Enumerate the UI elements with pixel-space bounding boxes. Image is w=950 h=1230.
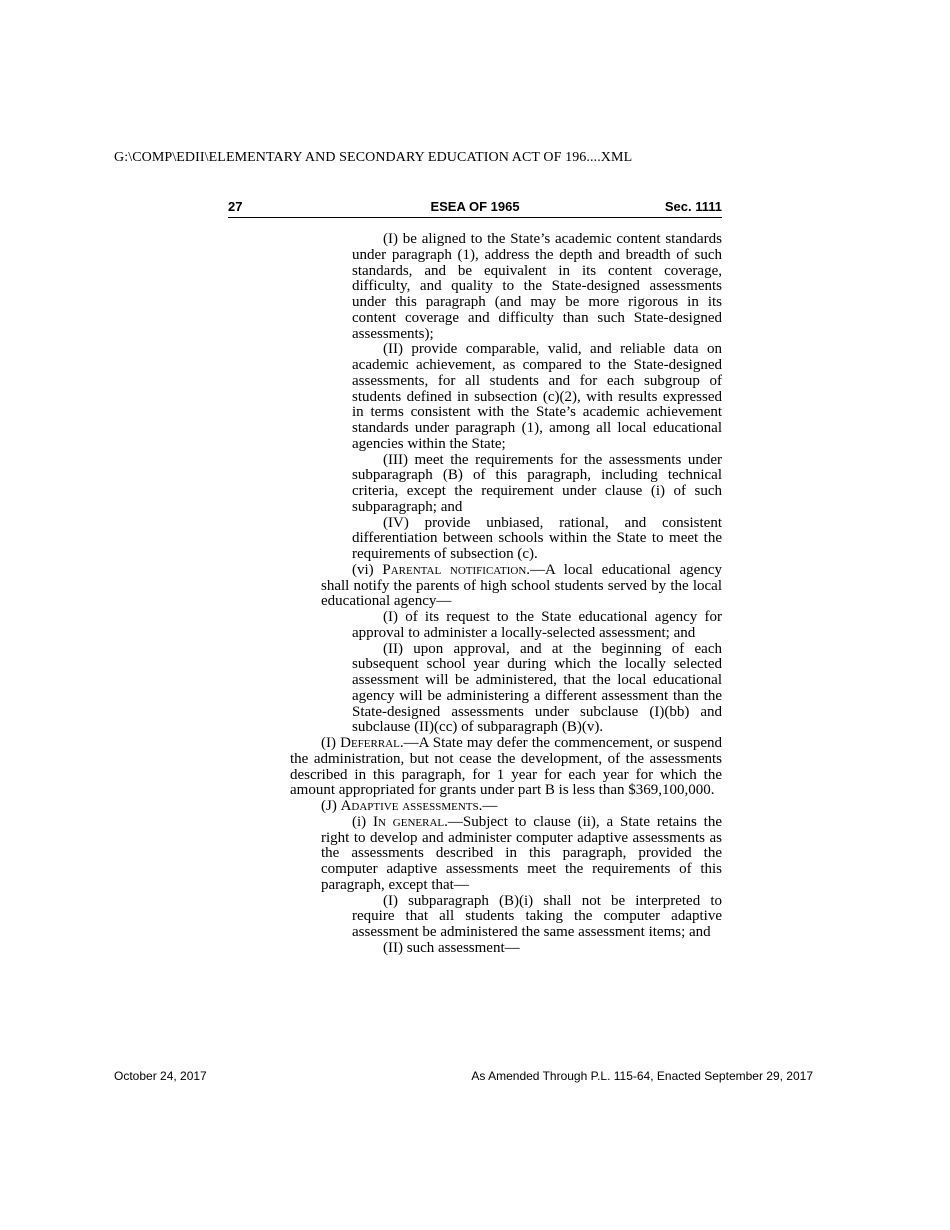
running-head xyxy=(228,197,722,218)
subparagraph-number: (I) xyxy=(321,735,341,751)
paragraph-deferral xyxy=(290,736,722,799)
paragraph-adaptive-assessments xyxy=(290,799,722,815)
section-label: Sec. 1111 xyxy=(664,199,722,214)
clause-text: .—Subject to clause (ii), a State retains the right to develop and administer computer adaptive assessments as the assessments described in this paragraph, provided the computer adaptive assessments meet the requirements of this paragraph, except that— xyxy=(321,813,723,893)
clause-number: (i) xyxy=(352,813,374,830)
paragraph-adaptive-I: (I) subparagraph (B)(i) shall not be interpreted to require that all students taking the computer adaptive assessment be administered the same assessment items; and xyxy=(352,892,722,940)
clause-number: (vi) xyxy=(352,561,383,578)
subparagraph-text: .—A State may defer the commencement, or suspend the administration, but not cease the development, of the assessments described in this paragraph, for 1 year for each year for which the amount appropriated for grants under part B is less than $369,100,000. xyxy=(290,735,722,799)
subparagraph-heading: Deferral xyxy=(340,735,400,751)
footer-amended-note: As Amended Through P.L. 115-64, Enacted September 29, 2017 xyxy=(471,1069,813,1083)
clause-text: .—A local educational agency shall notify the parents of high school students served by the local educational agency— xyxy=(321,561,722,610)
file-path: G:\COMP\EDII\ELEMENTARY AND SECONDARY EDUCATION ACT OF 196....XML xyxy=(114,150,633,165)
clause-heading: In general xyxy=(373,813,445,830)
subparagraph-heading: Adaptive assessments xyxy=(340,798,479,814)
paragraph-subclause-IV: (IV) provide unbiased, rational, and consistent differentiation between schools within the State to meet the requirements of subsection (c). xyxy=(352,514,722,562)
subparagraph-text: .— xyxy=(478,798,498,814)
paragraph-parental-notification xyxy=(321,563,722,610)
paragraph-in-general xyxy=(321,815,722,894)
paragraph-subclause-II: (II) provide comparable, valid, and reliable data on academic achievement, as compared to the State-designed assessments, for all students and for each subgroup of students defined in subsection (c)(2), with results expressed in terms consistent with the State’s academic achievement standards under paragraph (1), among all local educational agencies within the State; xyxy=(352,341,722,452)
document-body xyxy=(228,232,722,957)
paragraph-adaptive-II: (II) such assessment— xyxy=(383,939,520,956)
paragraph-notification-II: (II) upon approval, and at the beginning of each subsequent school year during which the locally selected assessment will be administered, that the local educational agency will be administering a different assessment than the State-designed assessments under subclause (I)(bb) and subclause (II)(cc) of subparagraph (B)(v). xyxy=(352,640,722,736)
subparagraph-number: (J) xyxy=(321,798,341,814)
clause-heading: Parental notification xyxy=(382,561,527,578)
document-title: ESEA OF 1965 xyxy=(430,199,520,214)
paragraph-notification-I: (I) of its request to the State educational agency for approval to administer a locally-selected assessment; and xyxy=(352,609,722,641)
paragraph-subclause-III: (III) meet the requirements for the assessments under subparagraph (B) of this paragraph, including technical criteria, except the requirement under clause (i) of such subparagraph; and xyxy=(352,451,722,515)
footer-date: October 24, 2017 xyxy=(114,1069,207,1083)
page-number: 27 xyxy=(228,199,243,214)
paragraph-subclause-I: (I) be aligned to the State’s academic content standards under paragraph (1), address the depth and breadth of such standards, and be equivalent in its content coverage, difficulty, and quality to the State-designed assessments under this paragraph (and may be more rigorous in its content coverage and difficulty than such State-designed assessments); xyxy=(352,231,722,342)
